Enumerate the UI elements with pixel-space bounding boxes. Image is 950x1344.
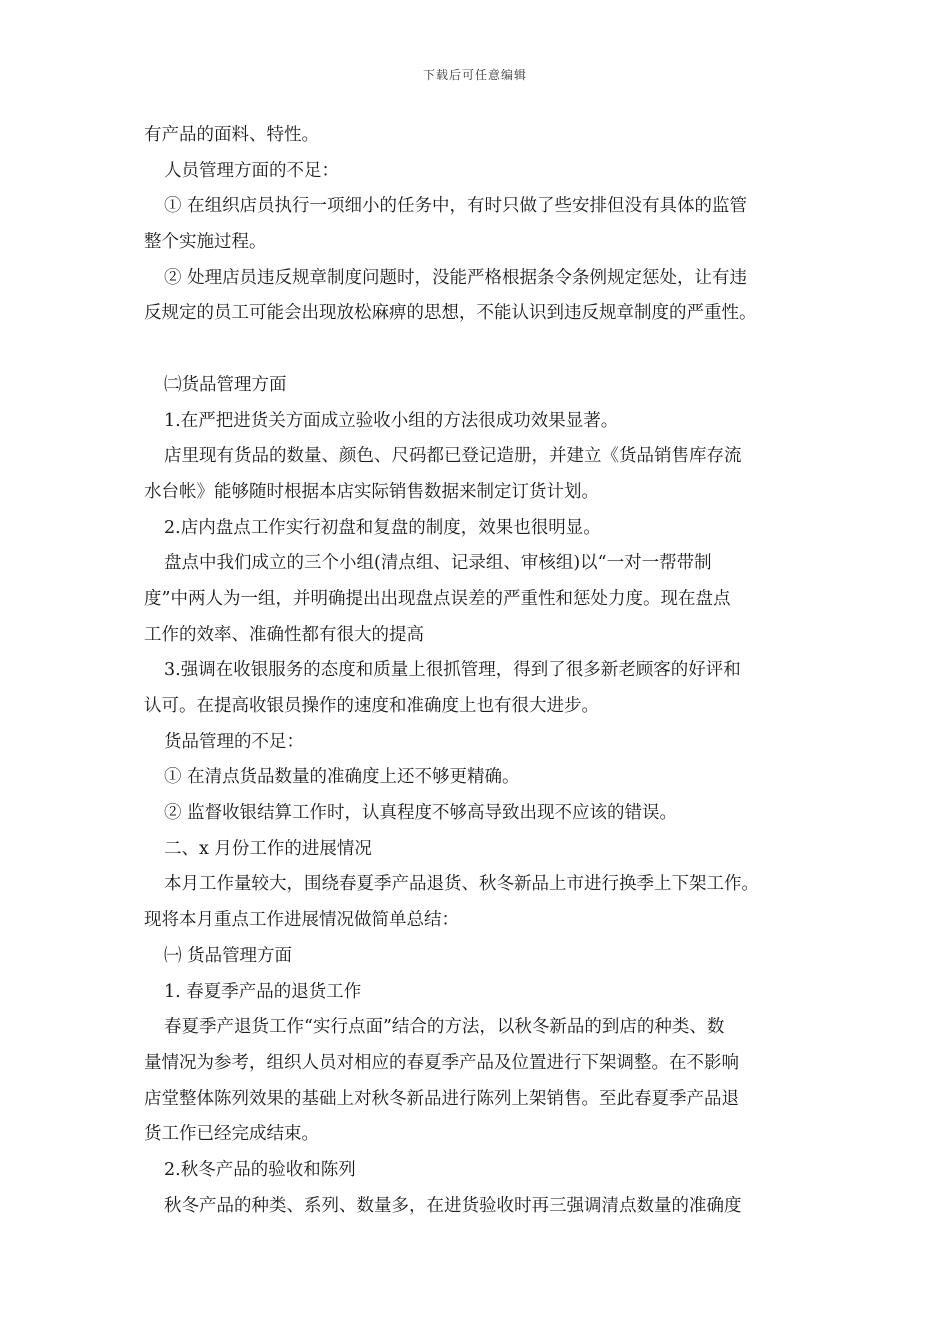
text-line: 店堂整体陈列效果的基础上对秋冬新品进行陈列上架销售。至此春夏季产品退 [144,1088,739,1109]
text-line: 人员管理方面的不足： [164,160,339,181]
text-line: 整个实施过程。 [144,232,267,253]
blank-line [144,332,824,368]
text-line: ㈠ 货品管理方面 [164,945,293,966]
text-line: 工作的效率、准确性都有很大的提高 [144,624,424,645]
text-line: 认可。在提高收银员操作的速度和准确度上也有很大进步。 [144,696,599,716]
text-line: 1.在严把进货关方面成立验收小组的方法很成功效果显著。 [164,410,619,431]
text-line: ② 监督收银结算工作时，认真程度不够高导致出现不应该的错误。 [164,803,678,824]
text-line: 2.店内盘点工作实行初盘和复盘的制度，效果也很明显。 [164,517,601,538]
text-line: 货品管理的不足： [164,731,304,752]
text-line: 反规定的员工可能会出现放松麻痹的思想，不能认识到违反规章制度的严重性。 [144,303,757,324]
text-line: 货工作已经完成结束。 [144,1124,319,1145]
text-line: 春夏季产退货工作“实行点面”结合的方法，以秋冬新品的到店的种类、数 [164,1017,725,1038]
text-line: 盘点中我们成立的三个小组(清点组、记录组、审核组)以“一对一帮带制 [164,553,712,574]
text-line: 有产品的面料、特性。 [144,125,319,145]
text-line: 二、x 月份工作的进展情况 [164,838,372,859]
page-header: 下载后可任意编辑 [422,68,527,82]
text-line: 店里现有货品的数量、颜色、尺码都已登记造册，并建立《货品销售库存流 [164,446,742,467]
text-line: 现将本月重点工作进展情况做简单总结： [144,910,459,931]
text-line: ② 处理店员违反规章制度问题时，没能严格根据条令条例规定惩处，让有违 [164,267,748,288]
text-line: ㈡货品管理方面 [164,374,287,395]
text-line: 水台帐》能够随时根据本店实际销售数据来制定订货计划。 [144,481,599,502]
text-line: 3.强调在收银服务的态度和质量上很抓管理，得到了很多新老顾客的好评和 [164,660,741,681]
text-line: 量情况为参考，组织人员对相应的春夏季产品及位置进行下架调整。在不影响 [144,1052,739,1073]
text-line: 秋冬产品的种类、系列、数量多，在进货验收时再三强调清点数量的准确度 [164,1195,742,1216]
text-line: ① 在组织店员执行一项细小的任务中，有时只做了些安排但没有具体的监管 [164,196,748,217]
text-line: 2.秋冬产品的验收和陈列 [164,1159,356,1180]
text-line: ① 在清点货品数量的准确度上还不够更精确。 [164,767,520,788]
document-body [144,118,824,1224]
text-line: 本月工作量较大，围绕春夏季产品退货、秋冬新品上市进行换季上下架工作。 [164,874,759,895]
text-line: 1. 春夏季产品的退货工作 [164,981,362,1002]
text-line: 度”中两人为一组，并明确提出出现盘点误差的严重性和惩处力度。现在盘点 [144,588,731,609]
